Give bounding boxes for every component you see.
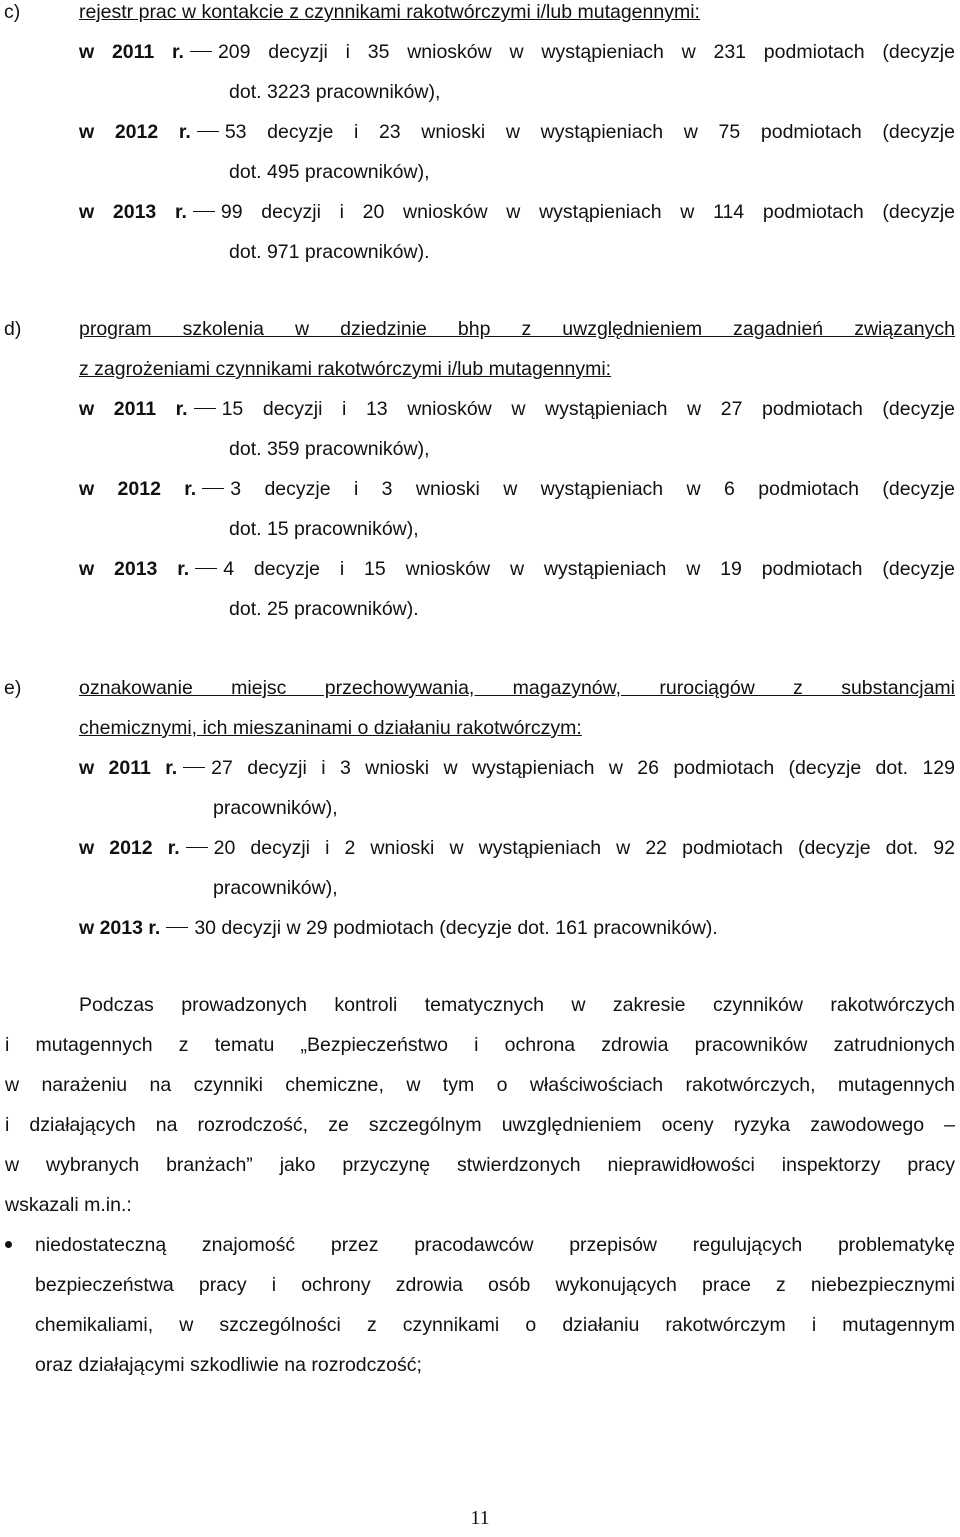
entry-cont: dot. 3223 pracowników), (229, 81, 441, 103)
entry-cont: dot. 495 pracowników), (229, 161, 430, 183)
paragraph-line: w wybranych branżach” jako przyczynę stwierdzonych nieprawidłowości inspektorzy pracy (5, 1154, 955, 1176)
bullet-line: niedostateczną znajomość przez pracodawców przepisów regulujących problematykę (35, 1234, 955, 1256)
entry-cont: pracowników), (213, 797, 338, 819)
entry-line: w 2012 r. 20 decyzji i 2 wnioski w wystąpieniach w 22 podmiotach (decyzje dot. 92 (79, 837, 955, 859)
bullet-line: oraz działającymi szkodliwie na rozrodczość; (35, 1354, 422, 1376)
entry-line: w 2011 r. 27 decyzji i 3 wnioski w wystąpieniach w 26 podmiotach (decyzje dot. 129 (79, 757, 955, 779)
section-body (79, 668, 955, 948)
dash-mark (195, 568, 217, 569)
paragraph-line: wskazali m.in.: (5, 1194, 132, 1216)
entry-line: w 2013 r. 30 decyzji w 29 podmiotach (decyzje dot. 161 pracowników). (79, 917, 718, 939)
section-letter: c) (4, 1, 21, 23)
dash-mark (190, 51, 212, 52)
section-body (79, 0, 955, 272)
section-body (79, 309, 955, 629)
paragraph-line: w narażeniu na czynniki chemiczne, w tym o właściwościach rakotwórczych, mutagennych (5, 1074, 955, 1096)
entry-cont: pracowników), (213, 877, 338, 899)
bullet-line: bezpieczeństwa pracy i ochrony zdrowia osób wykonujących prace z niebezpiecznymi (35, 1274, 955, 1296)
entry-cont: dot. 359 pracowników), (229, 438, 430, 460)
section-heading: oznakowanie miejsc przechowywania, magazynów, rurociągów z substancjami (79, 677, 955, 699)
paragraph-line: i mutagennych z tematu „Bezpieczeństwo i ochrona zdrowia pracowników zatrudnionych (5, 1034, 955, 1056)
bullet-item (5, 1225, 955, 1385)
dash-mark (186, 847, 208, 848)
section-letter: d) (4, 318, 22, 340)
bullet-line: chemikaliami, w szczególności z czynnikami o działaniu rakotwórczym i mutagennym (35, 1314, 955, 1336)
bullet-text (35, 1225, 955, 1385)
dash-mark (197, 131, 219, 132)
page-number: 11 (470, 1507, 490, 1529)
entry-line: w 2012 r. 53 decyzje i 23 wnioski w wystąpieniach w 75 podmiotach (decyzje (79, 121, 955, 143)
entry-line: w 2011 r. 15 decyzji i 13 wniosków w wystąpieniach w 27 podmiotach (decyzje (79, 398, 955, 420)
section-heading: program szkolenia w dziedzinie bhp z uwzględnieniem zagadnień związanych (79, 318, 955, 340)
section-heading: z zagrożeniami czynnikami rakotwórczymi i/lub mutagennymi: (79, 358, 612, 380)
entry-line: w 2013 r. 4 decyzje i 15 wniosków w wystąpieniach w 19 podmiotach (decyzje (79, 558, 955, 580)
entry-line: w 2012 r. 3 decyzje i 3 wnioski w wystąpieniach w 6 podmiotach (decyzje (79, 478, 955, 500)
entry-line: w 2011 r. 209 decyzji i 35 wniosków w wystąpieniach w 231 podmiotach (decyzje (79, 41, 955, 63)
entry-line: w 2013 r. 99 decyzji i 20 wniosków w wystąpieniach w 114 podmiotach (decyzje (79, 201, 955, 223)
dash-mark (193, 211, 215, 212)
section-heading: chemicznymi, ich mieszaninami o działaniu rakotwórczym: (79, 717, 582, 739)
entry-cont: dot. 971 pracowników). (229, 241, 430, 263)
dash-mark (194, 408, 216, 409)
dash-mark (202, 488, 224, 489)
entry-cont: dot. 25 pracowników). (229, 598, 419, 620)
section-letter: e) (4, 677, 22, 699)
bullet-dot-icon (5, 1241, 12, 1248)
paragraph-line: i działających na rozrodczość, ze szczególnym uwzględnieniem oceny ryzyka zawodowego – (5, 1114, 955, 1136)
dash-mark (183, 767, 205, 768)
body-paragraph (5, 985, 955, 1225)
paragraph-line: Podczas prowadzonych kontroli tematycznych w zakresie czynników rakotwórczych (79, 994, 955, 1016)
dash-mark (166, 927, 188, 928)
section-heading: rejestr prac w kontakcie z czynnikami rakotwórczymi i/lub mutagennymi: (79, 1, 700, 23)
entry-cont: dot. 15 pracowników), (229, 518, 419, 540)
